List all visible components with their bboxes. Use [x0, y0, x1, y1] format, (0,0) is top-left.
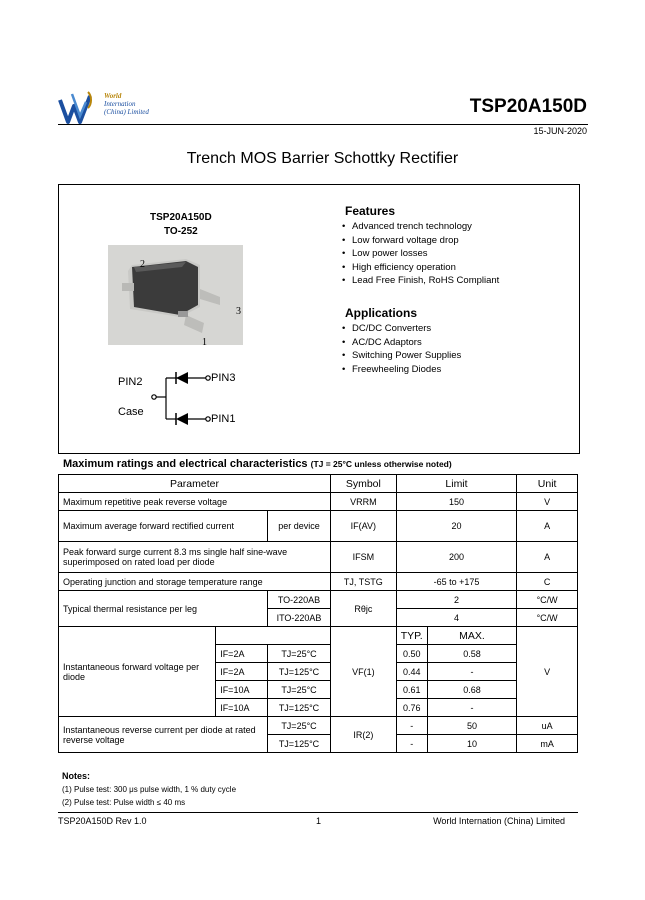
applications-list [342, 322, 461, 376]
table-row [59, 717, 578, 735]
cell-parameter: Instantaneous forward voltage per diode [59, 627, 216, 717]
cell-typ: - [396, 717, 427, 735]
feature-item: • Low forward voltage drop [342, 234, 499, 248]
note-1: (1) Pulse test: 300 μs pulse width, 1 % duty cycle [62, 785, 237, 794]
application-item: • AC/DC Adaptors [342, 336, 461, 350]
footer-company: World Internation (China) Limited [433, 816, 565, 826]
application-item: • Switching Power Supplies [342, 349, 461, 363]
cell-unit: °C/W [517, 591, 578, 609]
col-typ: TYP. [396, 627, 427, 645]
cell-tj: TJ=125°C [268, 663, 331, 681]
schematic-pin1-label: PIN1 [211, 413, 236, 425]
cell-if: IF=2A [216, 663, 268, 681]
cell-max: 10 [427, 735, 517, 753]
package-label [150, 211, 212, 239]
cell-unit: V [517, 493, 578, 511]
header-parameter: Parameter [59, 475, 331, 493]
cell-symbol: IR(2) [330, 717, 396, 753]
pin3-marker: 3 [236, 306, 241, 317]
schematic-pin3-label: PIN3 [211, 372, 236, 384]
cell-max: - [427, 663, 517, 681]
header-symbol: Symbol [330, 475, 396, 493]
cell-limit: 200 [396, 542, 516, 573]
cell-typ: 0.76 [396, 699, 427, 717]
cell-tj: TJ=125°C [268, 735, 331, 753]
table-row [59, 511, 578, 542]
cell-if: IF=10A [216, 681, 268, 699]
cell-unit: A [517, 511, 578, 542]
applications-heading: Applications [345, 306, 418, 320]
table-row [59, 573, 578, 591]
package-photo [108, 245, 243, 345]
col-max: MAX. [427, 627, 517, 645]
feature-item: • Advanced trench technology [342, 220, 499, 234]
cell-parameter: Peak forward surge current 8.3 ms single half sine-wave superimposed on rated load per diode [59, 542, 331, 573]
cell-limit: 150 [396, 493, 516, 511]
footer-page-number: 1 [316, 816, 322, 826]
features-heading: Features [345, 204, 396, 218]
cell-max: 50 [427, 717, 517, 735]
ratings-section-title [63, 458, 452, 470]
cell-symbol: VRRM [330, 493, 396, 511]
application-item: • Freewheeling Diodes [342, 363, 461, 377]
cell-unit: V [517, 627, 578, 717]
cell-symbol: IFSM [330, 542, 396, 573]
cell-limit: -65 to +175 [396, 573, 516, 591]
cell-tj: TJ=25°C [268, 681, 331, 699]
cell-typ: 0.44 [396, 663, 427, 681]
feature-item: • Lead Free Finish, RoHS Compliant [342, 274, 499, 288]
cell-symbol: IF(AV) [330, 511, 396, 542]
cell-tj: TJ=25°C [268, 717, 331, 735]
document-title: Trench MOS Barrier Schottky Rectifier [186, 150, 459, 167]
package-type: TO-252 [164, 226, 198, 237]
cell-unit: A [517, 542, 578, 573]
cell-unit: C [517, 573, 578, 591]
cell-parameter: Typical thermal resistance per leg [59, 591, 268, 627]
schematic-pin2-label: PIN2 [118, 376, 143, 388]
note-2: (2) Pulse test: Pulse width ≤ 40 ms [62, 798, 186, 807]
table-row [59, 542, 578, 573]
part-number-title: TSP20A150D [469, 96, 587, 117]
cell-unit: mA [517, 735, 578, 753]
logo-line3: (China) Limited [104, 108, 149, 116]
pin1-marker: 1 [202, 337, 207, 348]
header-divider [58, 124, 588, 125]
document-date: 15-JUN-2020 [533, 126, 587, 136]
to252-package-image [108, 245, 243, 345]
application-item: • DC/DC Converters [342, 322, 461, 336]
pin2-marker: 2 [140, 259, 145, 270]
cell-limit: 20 [396, 511, 516, 542]
cell-if: IF=2A [216, 645, 268, 663]
cell-tj: TJ=125°C [268, 699, 331, 717]
cell-limit: 2 [396, 591, 516, 609]
ratings-table [58, 474, 578, 753]
cell-max: - [427, 699, 517, 717]
header-unit: Unit [517, 475, 578, 493]
cell-parameter: Instantaneous reverse current per diode at rated reverse voltage [59, 717, 268, 753]
logo-line2: Internation [104, 100, 136, 108]
cell-parameter: Operating junction and storage temperature range [59, 573, 331, 591]
cell-package: TO-220AB [268, 591, 331, 609]
table-row [59, 627, 578, 645]
table-row [59, 493, 578, 511]
cell-max: 0.68 [427, 681, 517, 699]
notes-block [62, 770, 236, 809]
cell-if: IF=10A [216, 699, 268, 717]
cell-max: 0.58 [427, 645, 517, 663]
features-list [342, 220, 499, 288]
cell-tj: TJ=25°C [268, 645, 331, 663]
cell-condition: per device [268, 511, 331, 542]
cell-unit: °C/W [517, 609, 578, 627]
cell-unit: uA [517, 717, 578, 735]
footer-divider [58, 812, 578, 813]
header-limit: Limit [396, 475, 516, 493]
cell-typ: - [396, 735, 427, 753]
cell-symbol: TJ, TSTG [330, 573, 396, 591]
ratings-title-note: (TJ = 25°C unless otherwise noted) [310, 459, 452, 469]
footer-revision: TSP20A150D Rev 1.0 [58, 816, 147, 826]
cell-symbol: VF(1) [330, 627, 396, 717]
schematic-case-label: Case [118, 406, 144, 418]
cell-limit: 4 [396, 609, 516, 627]
table-row [59, 591, 578, 609]
cell-parameter: Maximum repetitive peak reverse voltage [59, 493, 331, 511]
logo-line1: World [104, 92, 122, 100]
cell-package: ITO-220AB [268, 609, 331, 627]
notes-heading: Notes: [62, 771, 91, 781]
cell-typ: 0.50 [396, 645, 427, 663]
ratings-title: Maximum ratings and electrical characteristics [63, 458, 308, 470]
table-header-row [59, 475, 578, 493]
logo-text [104, 92, 149, 116]
cell-typ: 0.61 [396, 681, 427, 699]
cell-parameter: Maximum average forward rectified current [59, 511, 268, 542]
package-part: TSP20A150D [150, 212, 212, 223]
feature-item: • High efficiency operation [342, 261, 499, 275]
feature-item: • Low power losses [342, 247, 499, 261]
cell-symbol: Rθjc [330, 591, 396, 627]
